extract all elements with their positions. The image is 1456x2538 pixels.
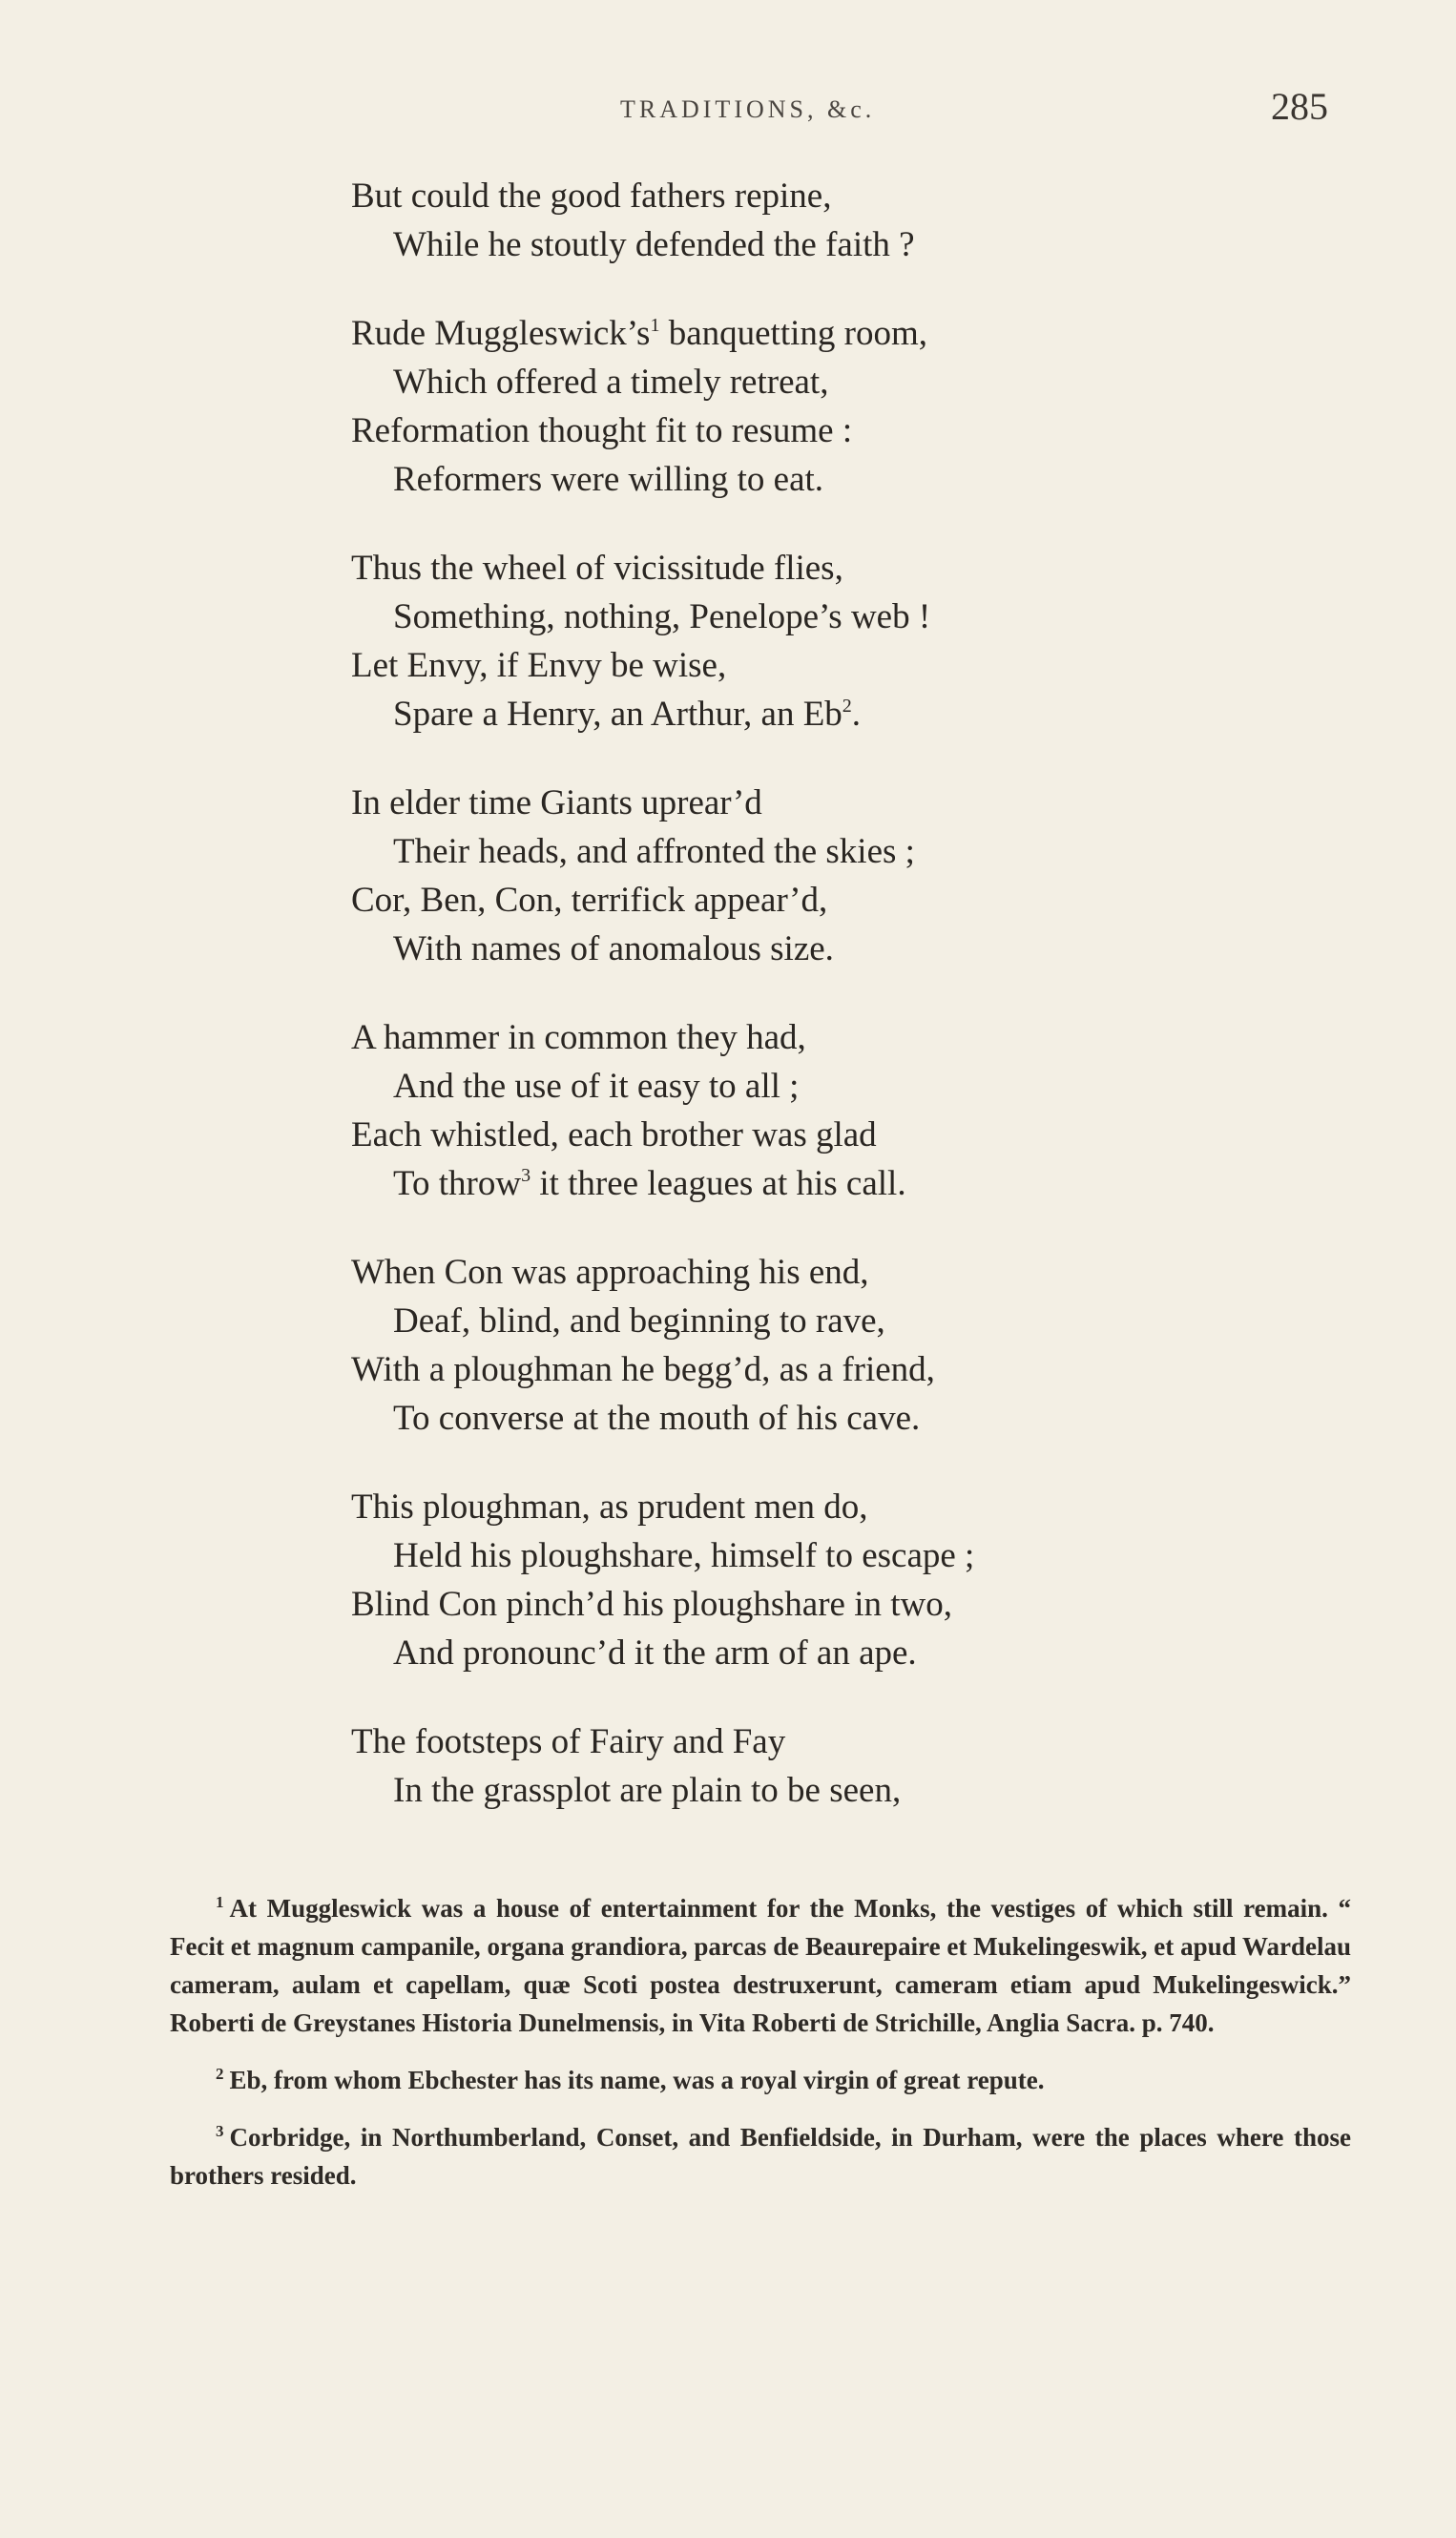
poem-line: [351, 690, 1305, 739]
poem-line: [351, 1531, 1305, 1580]
poem-line-text: Reformation thought fit to resume :: [351, 411, 853, 450]
poem-line: [351, 641, 1305, 690]
poem-line: [351, 1483, 1305, 1531]
footnotes: [170, 1889, 1351, 2214]
poem-line: [351, 1062, 1305, 1111]
poem-line: [351, 455, 1305, 504]
footnote-text: Eb, from whom Ebchester has its name, was a royal virgin of great repute.: [229, 2066, 1045, 2094]
poem-line-text-continued: .: [851, 695, 862, 734]
poem-line: [351, 358, 1305, 406]
poem-line-text: Their heads, and affronted the skies ;: [393, 832, 915, 871]
footnote: [170, 1889, 1351, 2042]
poem-line: [351, 1248, 1305, 1297]
poem-line-text: The footsteps of Fairy and Fay: [351, 1722, 786, 1761]
footnote-mark: 1: [216, 1893, 224, 1911]
poem-line: [351, 1111, 1305, 1159]
poem: [351, 172, 1305, 1855]
poem-line-text: Something, nothing, Penelope’s web !: [393, 597, 931, 636]
poem-line-text: Spare a Henry, an Arthur, an Eb: [393, 695, 842, 734]
poem-line: [351, 593, 1305, 641]
footnote-text: Corbridge, in Northumberland, Conset, and Benfieldside, in Durham, were the places where those brothers resided.: [170, 2123, 1351, 2190]
poem-line-text: But could the good fathers repine,: [351, 177, 832, 216]
page-header: [0, 84, 1456, 141]
poem-line-text: Each whistled, each brother was glad: [351, 1115, 877, 1155]
poem-line-text: And the use of it easy to all ;: [393, 1067, 800, 1106]
poem-line-text: Which offered a timely retreat,: [393, 363, 829, 402]
poem-line-text: Held his ploughshare, himself to escape ;: [393, 1536, 975, 1575]
poem-line-text: Let Envy, if Envy be wise,: [351, 646, 727, 685]
poem-line-text-continued: it three leagues at his call.: [530, 1164, 906, 1203]
poem-line-text: Cor, Ben, Con, terrifick appear’d,: [351, 881, 828, 920]
poem-line-text: To converse at the mouth of his cave.: [393, 1399, 921, 1438]
poem-line-text: Blind Con pinch’d his ploughshare in two,: [351, 1585, 952, 1624]
footnote: [170, 2118, 1351, 2195]
footnote-reference: 2: [842, 696, 852, 717]
poem-line: [351, 406, 1305, 455]
poem-line: [351, 172, 1305, 220]
poem-line-text: To throw: [393, 1164, 522, 1203]
page-number: 285: [1271, 85, 1328, 128]
poem-line-text: In the grassplot are plain to be seen,: [393, 1771, 902, 1810]
poem-line-text: Reformers were willing to eat.: [393, 460, 824, 499]
poem-line: [351, 1345, 1305, 1394]
footnote-text: At Muggleswick was a house of entertainment for the Monks, the vestiges of which still remain. “ Fecit et magnum campanile, organa grandiora, parcas de Beaurepaire et Mukelingeswik, et apud Wardelau cameram, aulam et capellam, quæ Scoti postea destruxerunt, cameram etiam apud Mukelingeswick.” Roberti de Greystanes Historia Dunelmensis, in Vita Roberti de Strichille, Anglia Sacra. p. 740.: [170, 1894, 1351, 2037]
poem-line-text: When Con was approaching his end,: [351, 1253, 869, 1292]
poem-line: [351, 220, 1305, 269]
poem-line-text: Rude Muggleswick’s: [351, 314, 651, 353]
poem-line: [351, 1580, 1305, 1629]
poem-line: [351, 309, 1305, 358]
poem-line: [351, 1629, 1305, 1677]
poem-line: [351, 779, 1305, 827]
poem-line-text: A hammer in common they had,: [351, 1018, 806, 1057]
footnote: [170, 2061, 1351, 2099]
poem-line-text: In elder time Giants uprear’d: [351, 783, 762, 822]
poem-line: [351, 1766, 1305, 1815]
footnote-reference: 1: [650, 315, 660, 336]
poem-line: [351, 1013, 1305, 1062]
poem-line-text: Thus the wheel of vicissitude flies,: [351, 549, 843, 588]
poem-stanza: [351, 172, 1305, 269]
footnote-reference: 3: [521, 1165, 531, 1186]
poem-line: [351, 925, 1305, 973]
poem-line: [351, 1394, 1305, 1443]
poem-line: [351, 1297, 1305, 1345]
poem-stanza: [351, 1248, 1305, 1443]
poem-stanza: [351, 309, 1305, 504]
poem-stanza: [351, 1717, 1305, 1815]
poem-line-text: Deaf, blind, and beginning to rave,: [393, 1301, 885, 1341]
running-title: TRADITIONS, &c.: [620, 95, 876, 123]
poem-line-text: With names of anomalous size.: [393, 929, 834, 968]
poem-stanza: [351, 544, 1305, 739]
poem-line: [351, 1159, 1305, 1208]
footnote-mark: 2: [216, 2065, 224, 2083]
poem-line-text: This ploughman, as prudent men do,: [351, 1487, 868, 1527]
poem-line: [351, 876, 1305, 925]
poem-line-text: While he stoutly defended the faith ?: [393, 225, 915, 264]
poem-line: [351, 1717, 1305, 1766]
poem-stanza: [351, 779, 1305, 973]
poem-line: [351, 827, 1305, 876]
footnote-mark: 3: [216, 2122, 224, 2140]
poem-line-text-continued: banquetting room,: [659, 314, 927, 353]
poem-stanza: [351, 1483, 1305, 1677]
poem-line-text: And pronounc’d it the arm of an ape.: [393, 1633, 917, 1673]
poem-line: [351, 544, 1305, 593]
poem-stanza: [351, 1013, 1305, 1208]
poem-line-text: With a ploughman he begg’d, as a friend,: [351, 1350, 935, 1389]
